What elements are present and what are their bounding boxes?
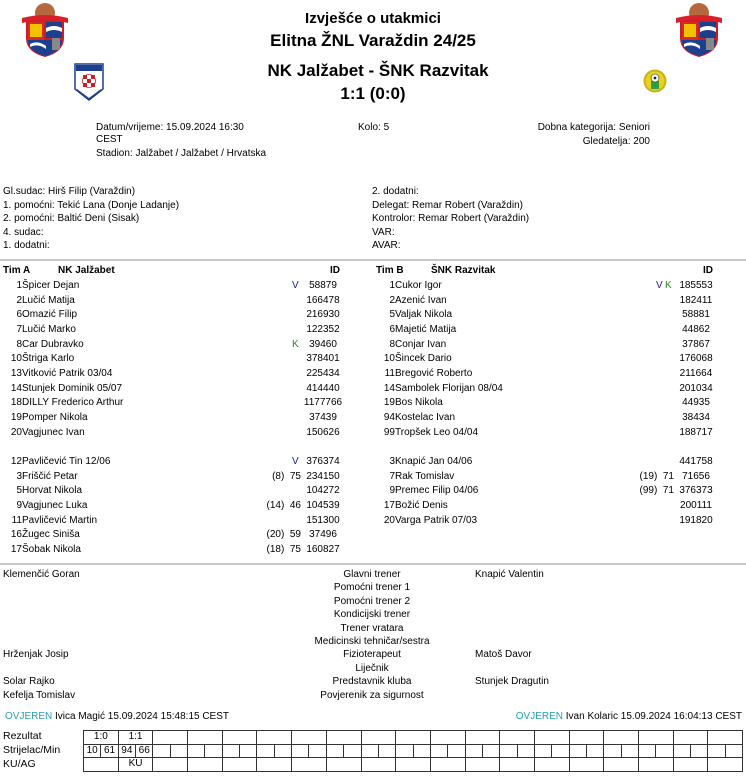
- player-id: 44935: [682, 397, 710, 409]
- player-name: Štriga Karlo: [22, 353, 75, 365]
- away-staff-member: Knapić Valentin: [475, 569, 544, 580]
- player-id: 191820: [679, 514, 713, 526]
- player-id: 37867: [682, 338, 710, 350]
- separator-top: [0, 259, 746, 261]
- ku-ag-cell: [188, 758, 223, 772]
- result-cell: [222, 731, 257, 745]
- player-number: 99: [383, 426, 395, 438]
- ku-ag-cell: [500, 758, 535, 772]
- player-number: 14: [383, 382, 395, 394]
- player-id: 185553: [679, 280, 713, 291]
- home-staff-member: Solar Rajko: [3, 676, 55, 688]
- scorer-cell: [396, 744, 413, 758]
- minute-cell: 61: [101, 744, 118, 758]
- ku-ag-cell: [534, 758, 569, 772]
- result-cell: 1:1: [118, 731, 153, 745]
- scorer-cell: [639, 744, 656, 758]
- staff-role: Pomoćni trener 1: [333, 582, 411, 594]
- away-staff-member: Stunjek Dragutin: [475, 676, 549, 688]
- player-number: 10: [383, 353, 395, 365]
- player-number: 5: [389, 309, 395, 321]
- scorer-cell: 94: [118, 744, 135, 758]
- result-cell: [604, 731, 639, 745]
- result-cell: [639, 731, 674, 745]
- scorer-cell: [465, 744, 482, 758]
- player-name: Pavličević Martin: [22, 514, 98, 526]
- official-additional-2: 2. dodatni:: [372, 186, 419, 197]
- player-number: 17: [383, 499, 395, 511]
- player-number: 11: [11, 514, 22, 526]
- official-assistant-2: 2. pomoćni: Baltić Deni (Sisak): [3, 213, 140, 224]
- player-name: Bregović Roberto: [395, 367, 473, 379]
- player-id: 38434: [682, 411, 710, 423]
- player-number: 19: [383, 397, 395, 409]
- home-staff-member: Kefelja Tomislav: [3, 689, 76, 701]
- staff-role: Trener vratara: [340, 622, 404, 634]
- staff-role: Fizioterapeut: [343, 649, 401, 661]
- player-id: 234150: [306, 470, 340, 482]
- official-delegate: Delegat: Remar Robert (Varaždin): [372, 199, 523, 211]
- match-stadium: Stadion: Jalžabet / Jalžabet / Hrvatska: [96, 148, 267, 159]
- verified-status-home: OVJEREN: [5, 711, 53, 722]
- minute-cell: [170, 744, 187, 758]
- official-controller: Kontrolor: Remar Robert (Varaždin): [372, 213, 530, 224]
- team-a-id-header: ID: [330, 265, 340, 276]
- minute-cell: [378, 744, 395, 758]
- player-id: 104272: [306, 485, 340, 497]
- player-name: Omazić Filip: [22, 309, 78, 321]
- player-id: 104539: [306, 499, 340, 511]
- scorer-cell: [361, 744, 378, 758]
- player-id: 376373: [679, 485, 713, 497]
- result-cell: [534, 731, 569, 745]
- ku-ag-cell: [639, 758, 674, 772]
- minute-cell: [240, 744, 257, 758]
- official-additional-1: 1. dodatni:: [3, 240, 50, 251]
- player-number: 6: [16, 309, 22, 321]
- substitution-info: (19) 71: [639, 470, 674, 482]
- home-staff-member: Hrženjak Josip: [3, 649, 69, 661]
- ku-ag-cell: KU: [118, 758, 153, 772]
- player-number: 9: [389, 485, 395, 497]
- captain-k-marker: K: [292, 338, 299, 350]
- player-name: Lučić Marko: [22, 323, 76, 335]
- player-name: Horvat Nikola: [22, 485, 83, 497]
- ku-ag-cell: [708, 758, 743, 772]
- captain-k-marker: K: [665, 280, 672, 291]
- result-cell: 1:0: [84, 731, 119, 745]
- ku-ag-cell: [569, 758, 604, 772]
- result-row: [84, 731, 743, 745]
- minute-cell: [621, 744, 638, 758]
- player-number: 3: [389, 456, 395, 467]
- player-name: Stunjek Dominik 05/07: [22, 382, 123, 394]
- result-cell: [465, 731, 500, 745]
- player-name: Pavličević Tin 12/06: [22, 456, 111, 467]
- result-cell: [500, 731, 535, 745]
- player-number: 12: [10, 456, 22, 467]
- team-b-name: ŠNK Razvitak: [431, 265, 496, 276]
- ku-ag-cell: [257, 758, 292, 772]
- player-name: Kostelac Ivan: [395, 411, 456, 423]
- substitution-info: (99) 71: [639, 485, 674, 497]
- minute-cell: [274, 744, 291, 758]
- result-cell: [188, 731, 223, 745]
- minute-cell: [586, 744, 603, 758]
- ku-ag-cell: [326, 758, 361, 772]
- scorer-cell: [534, 744, 551, 758]
- player-id: 39460: [309, 338, 337, 350]
- minute-cell: [413, 744, 430, 758]
- scorer-cell: [153, 744, 170, 758]
- minute-cell: [725, 744, 742, 758]
- player-id: 201034: [679, 382, 713, 394]
- player-name: Azenić Ivan: [395, 294, 447, 306]
- minute-cell: [344, 744, 361, 758]
- minute-cell: [691, 744, 708, 758]
- captain-v-marker: V: [292, 456, 299, 467]
- player-name: Majetić Matija: [395, 323, 457, 335]
- player-id: 200111: [680, 499, 712, 511]
- player-number: 8: [16, 338, 22, 350]
- player-number: 19: [10, 411, 22, 423]
- player-id: 150626: [306, 426, 340, 438]
- player-number: 7: [16, 323, 22, 335]
- player-id: 166478: [306, 294, 340, 306]
- age-category: Dobna kategorija: Seniori: [537, 122, 650, 133]
- match-datetime: Datum/vrijeme: 15.09.2024 16:30: [96, 122, 244, 133]
- minute-cell: [656, 744, 673, 758]
- player-number: 13: [10, 367, 22, 379]
- player-name: Valjak Nikola: [395, 309, 453, 321]
- substitution-info: (14) 46: [266, 499, 301, 511]
- result-cell: [326, 731, 361, 745]
- player-id: 37439: [309, 411, 337, 423]
- staff-role: Pomoćni trener 2: [333, 595, 411, 607]
- player-number: 9: [16, 499, 22, 511]
- player-name: Knapić Jan 04/06: [395, 456, 473, 467]
- staff-role: Medicinski tehničar/sestra: [314, 636, 430, 647]
- player-name: DILLY Frederico Arthur: [22, 397, 124, 409]
- player-id: 37496: [309, 529, 337, 541]
- player-number: 5: [16, 485, 22, 497]
- player-id: 176068: [679, 353, 713, 365]
- player-id: 122352: [306, 323, 340, 335]
- player-number: 20: [10, 426, 22, 438]
- result-cell: [153, 731, 188, 745]
- scorer-cell: [257, 744, 274, 758]
- scorer-cell: 10: [84, 744, 101, 758]
- staff-role: Liječnik: [355, 662, 389, 674]
- spectators: Gledatelja: 200: [582, 136, 650, 147]
- player-name: Tropšek Leo 04/04: [395, 426, 479, 438]
- result-cell: [569, 731, 604, 745]
- player-id: 182411: [679, 294, 713, 306]
- minute-cell: 66: [136, 744, 153, 758]
- captain-v-marker: V: [656, 280, 663, 291]
- result-cell: [292, 731, 327, 745]
- player-number: 3: [16, 470, 22, 482]
- official-fourth: 4. sudac:: [3, 226, 44, 238]
- minute-cell: [552, 744, 569, 758]
- grid-label-result: Rezultat: [3, 730, 42, 742]
- player-name: Lučić Matija: [22, 294, 75, 306]
- player-name: Vitković Patrik 03/04: [22, 367, 113, 379]
- player-number: 17: [10, 543, 22, 555]
- player-number: 8: [389, 338, 395, 350]
- scorer-row: [84, 744, 743, 758]
- ku-ag-row: [84, 758, 743, 772]
- player-name: Conjar Ivan: [395, 338, 447, 350]
- substitution-info: (8) 75: [272, 470, 301, 482]
- substitution-info: (20) 59: [266, 529, 301, 541]
- player-id: 71656: [682, 470, 710, 482]
- player-id: 151300: [306, 514, 340, 526]
- player-id: 216930: [306, 309, 340, 321]
- grid-label-ku-ag: KU/AG: [3, 758, 36, 770]
- home-staff-member: Klemenčić Goran: [3, 569, 80, 580]
- ku-ag-cell: [465, 758, 500, 772]
- player-number: 10: [10, 353, 22, 365]
- scorer-cell: [604, 744, 621, 758]
- player-id: 441758: [679, 456, 713, 467]
- minute-cell: [205, 744, 222, 758]
- player-name: Pomper Nikola: [22, 411, 88, 423]
- verification-home: [5, 711, 229, 722]
- player-name: Vagjunec Ivan: [22, 426, 85, 438]
- competition-title: Elitna ŽNL Varaždin 24/25: [270, 31, 476, 50]
- player-id: 225434: [306, 367, 340, 379]
- minute-cell: [448, 744, 465, 758]
- verified-by-home: Ivica Magić 15.09.2024 15:48:15 CEST: [55, 711, 230, 722]
- staff-role: Kondicijski trener: [333, 609, 411, 621]
- player-id: 376374: [306, 456, 340, 467]
- result-cell: [257, 731, 292, 745]
- substitution-info: (18) 75: [266, 543, 301, 555]
- player-name: Šobak Nikola: [22, 543, 81, 555]
- player-name: Šincek Dario: [395, 353, 452, 365]
- scorer-cell: [222, 744, 239, 758]
- player-name: Božić Denis: [395, 499, 448, 511]
- player-number: 20: [383, 514, 395, 526]
- scorer-cell: [673, 744, 690, 758]
- player-id: 211664: [679, 367, 713, 379]
- scorer-cell: [708, 744, 725, 758]
- player-name: Bos Nikola: [395, 397, 443, 409]
- scorer-cell: [500, 744, 517, 758]
- team-a-label: Tim A: [3, 265, 31, 276]
- player-name: Friščić Petar: [22, 470, 78, 482]
- team-b-id-header: ID: [703, 265, 713, 276]
- scorer-cell: [569, 744, 586, 758]
- official-assistant-1: 1. pomoćni: Tekić Lana (Donje Ladanje): [3, 199, 180, 211]
- player-name: Rak Tomislav: [395, 470, 455, 482]
- player-number: 7: [389, 470, 395, 482]
- result-cell: [361, 731, 396, 745]
- result-cell: [430, 731, 465, 745]
- player-number: 94: [383, 411, 395, 423]
- grid-label-scorer: Strijelac/Min: [3, 744, 61, 756]
- ku-ag-cell: [396, 758, 431, 772]
- ku-ag-cell: [430, 758, 465, 772]
- official-var: VAR:: [372, 226, 395, 238]
- ku-ag-cell: [153, 758, 188, 772]
- result-cell: [708, 731, 743, 745]
- player-number: 2: [389, 294, 395, 306]
- ku-ag-cell: [292, 758, 327, 772]
- player-number: 14: [10, 382, 22, 394]
- player-name: Car Dubravko: [22, 338, 84, 350]
- player-number: 11: [384, 367, 395, 379]
- minute-cell: [517, 744, 534, 758]
- captain-v-marker: V: [292, 280, 299, 291]
- player-number: 6: [389, 323, 395, 335]
- player-number: 16: [10, 529, 22, 541]
- verified-by-away: Ivan Kolaric 15.09.2024 16:04:13 CEST: [565, 711, 742, 722]
- verification-away: [516, 711, 742, 722]
- player-name: Sambolek Florijan 08/04: [395, 382, 503, 394]
- player-id: 188717: [679, 426, 713, 438]
- player-id: 414440: [306, 382, 340, 394]
- match-timezone: CEST: [96, 134, 123, 145]
- ku-ag-cell: [673, 758, 708, 772]
- player-id: 58879: [309, 280, 337, 291]
- official-main-referee: Gl.sudac: Hirš Filip (Varaždin): [3, 186, 136, 197]
- player-number: 18: [10, 397, 22, 409]
- player-id: 378401: [306, 353, 340, 365]
- player-name: Žugec Siniša: [22, 529, 80, 541]
- ku-ag-cell: [222, 758, 257, 772]
- player-id: 160827: [306, 543, 340, 555]
- match-score: 1:1 (0:0): [340, 84, 406, 103]
- staff-role: Predstavnik kluba: [332, 676, 412, 688]
- match-title: NK Jalžabet - ŠNK Razvitak: [267, 61, 489, 80]
- verified-status-away: OVJEREN: [515, 711, 563, 722]
- scorer-cell: [188, 744, 205, 758]
- official-avar: AVAR:: [372, 240, 401, 251]
- minute-cell: [482, 744, 499, 758]
- match-round: Kolo: 5: [358, 122, 390, 133]
- ku-ag-cell: [604, 758, 639, 772]
- player-number: 2: [16, 294, 22, 306]
- player-id: 58881: [682, 309, 710, 321]
- scorer-cell: [326, 744, 343, 758]
- away-staff-member: Matoš Davor: [475, 649, 532, 661]
- score-grid: [83, 730, 743, 772]
- player-name: Špicer Dejan: [22, 280, 80, 291]
- team-a-name: NK Jalžabet: [58, 265, 115, 276]
- report-title: Izvješće o utakmici: [305, 10, 441, 27]
- result-cell: [396, 731, 431, 745]
- player-number: 1: [16, 280, 22, 291]
- result-cell: [673, 731, 708, 745]
- player-number: 1: [389, 280, 395, 291]
- team-b-label: Tim B: [376, 265, 404, 276]
- player-name: Vagjunec Luka: [22, 499, 88, 511]
- staff-role: Povjerenik za sigurnost: [320, 689, 424, 701]
- ku-ag-cell: [361, 758, 396, 772]
- player-name: Premec Filip 04/06: [395, 485, 479, 497]
- minute-cell: [309, 744, 326, 758]
- scorer-cell: [430, 744, 447, 758]
- staff-role: Glavni trener: [343, 569, 401, 580]
- player-name: Cukor Igor: [395, 280, 442, 291]
- player-name: Varga Patrik 07/03: [395, 514, 478, 526]
- ku-ag-cell: [84, 758, 119, 772]
- player-id: 1177766: [303, 397, 343, 409]
- player-id: 44862: [682, 323, 710, 335]
- separator-middle: [0, 563, 746, 565]
- scorer-cell: [292, 744, 309, 758]
